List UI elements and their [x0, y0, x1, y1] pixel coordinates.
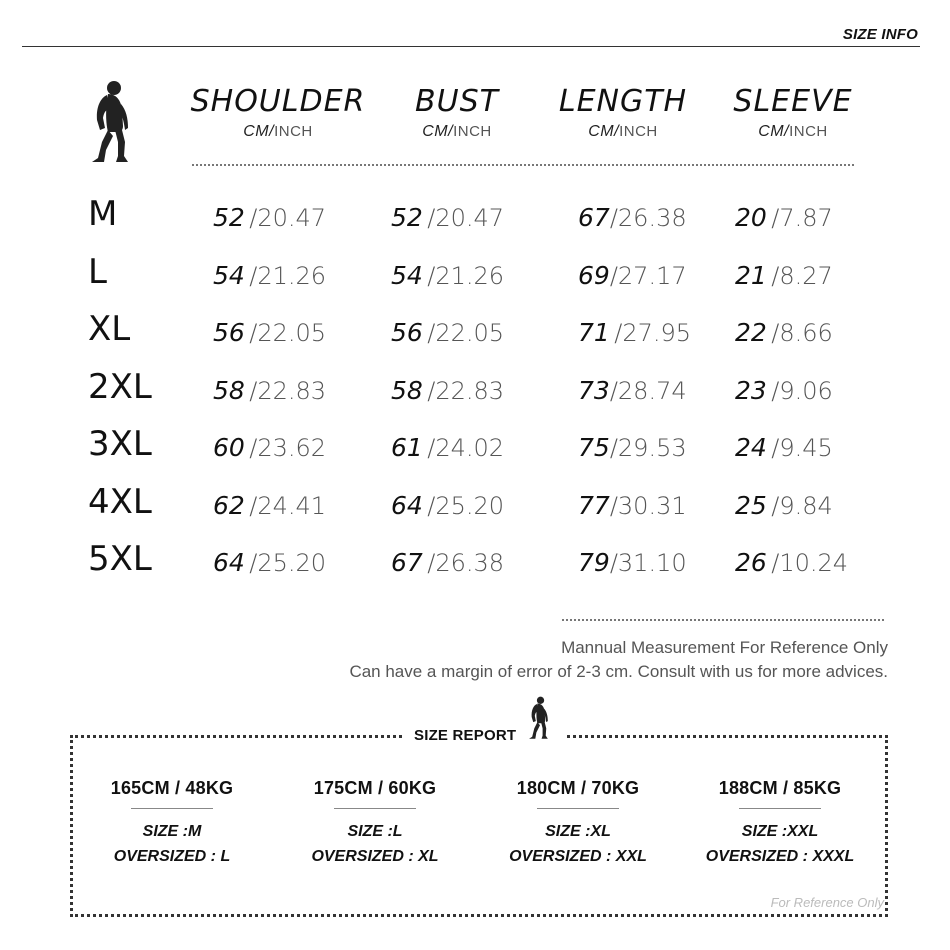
table-cell: 20 /7.87: [735, 203, 833, 232]
size-label: 4XL: [88, 482, 152, 522]
column-name: LENGTH: [558, 84, 688, 119]
table-cell: 60 /23.62: [213, 433, 327, 462]
header-dotted-divider: [192, 164, 854, 166]
size-report-title: SIZE REPORT: [414, 727, 517, 744]
table-cell: 52 /20.47: [391, 203, 505, 232]
report-oversized: OVERSIZED : XL: [311, 848, 439, 865]
column-unit: CM/INCH: [422, 123, 492, 140]
table-cell: 62 /24.41: [213, 491, 327, 520]
column-unit: CM/INCH: [758, 123, 828, 140]
report-size: SIZE :XXL: [741, 823, 819, 840]
table-cell: 25 /9.84: [735, 491, 833, 520]
table-cell: 64 /25.20: [391, 491, 505, 520]
table-cell: 56 /22.05: [391, 318, 505, 347]
table-cell: 71 /27.95: [578, 318, 692, 347]
table-cell: 67 /26.38: [391, 548, 505, 577]
table-cell: 24 /9.45: [735, 433, 833, 462]
page-title: SIZE INFO: [842, 26, 918, 43]
column-header-length: [528, 84, 718, 141]
table-cell: 69/27.17: [578, 261, 687, 290]
report-oversized: OVERSIZED : XXXL: [705, 848, 855, 865]
report-size: SIZE :M: [142, 823, 202, 840]
report-oversized: OVERSIZED : XXL: [509, 848, 647, 865]
table-cell: 73/28.74: [578, 376, 687, 405]
report-item: [285, 778, 465, 869]
header-divider: [22, 46, 920, 47]
table-cell: 67/26.38: [578, 203, 687, 232]
report-divider: [131, 808, 213, 809]
report-height-weight: 165CM / 48KG: [110, 778, 234, 798]
table-cell: 64 /25.20: [213, 548, 327, 577]
table-cell: 54 /21.26: [213, 261, 327, 290]
size-label: 2XL: [88, 367, 152, 407]
size-label: M: [88, 194, 118, 234]
table-cell: 75/29.53: [578, 433, 687, 462]
human-figure-icon: [88, 80, 138, 164]
reference-footnote: For Reference Only: [770, 895, 884, 910]
size-label: 3XL: [88, 424, 152, 464]
table-cell: 22 /8.66: [735, 318, 833, 347]
margin-note: Can have a margin of error of 2-3 cm. Consult with us for more advices.: [349, 662, 888, 681]
column-name: SHOULDER: [190, 84, 366, 119]
report-size: SIZE :XL: [545, 823, 611, 840]
report-divider: [334, 808, 416, 809]
table-cell: 54 /21.26: [391, 261, 505, 290]
table-cell: 58 /22.83: [213, 376, 327, 405]
table-cell: 58 /22.83: [391, 376, 505, 405]
report-divider: [537, 808, 619, 809]
table-cell: 79/31.10: [578, 548, 687, 577]
measurement-note: Mannual Measurement For Reference Only: [561, 638, 888, 657]
table-cell: 23 /9.06: [735, 376, 833, 405]
column-header-bust: [362, 84, 552, 141]
table-cell: 21 /8.27: [735, 261, 833, 290]
table-cell: 26 /10.24: [735, 548, 849, 577]
table-cell: 52 /20.47: [213, 203, 327, 232]
report-divider: [739, 808, 821, 809]
report-height-weight: 175CM / 60KG: [313, 778, 437, 798]
report-item: [82, 778, 262, 869]
size-label: XL: [88, 309, 131, 349]
table-cell: 77/30.31: [578, 491, 687, 520]
column-header-sleeve: [698, 84, 888, 141]
size-label: L: [88, 252, 107, 292]
report-size: SIZE :L: [347, 823, 403, 840]
column-name: SLEEVE: [733, 84, 853, 119]
column-header-shoulder: [183, 84, 373, 141]
report-oversized: OVERSIZED : L: [113, 848, 231, 865]
report-height-weight: 188CM / 85KG: [718, 778, 842, 798]
table-cell: 61 /24.02: [391, 433, 505, 462]
report-height-weight: 180CM / 70KG: [516, 778, 640, 798]
report-item: [488, 778, 668, 869]
human-figure-icon: [527, 694, 553, 742]
column-name: BUST: [415, 84, 499, 119]
column-unit: CM/INCH: [243, 123, 313, 140]
column-unit: CM/INCH: [588, 123, 658, 140]
note-dotted-divider: [562, 619, 884, 621]
size-label: 5XL: [88, 539, 152, 579]
table-cell: 56 /22.05: [213, 318, 327, 347]
report-item: [690, 778, 870, 869]
